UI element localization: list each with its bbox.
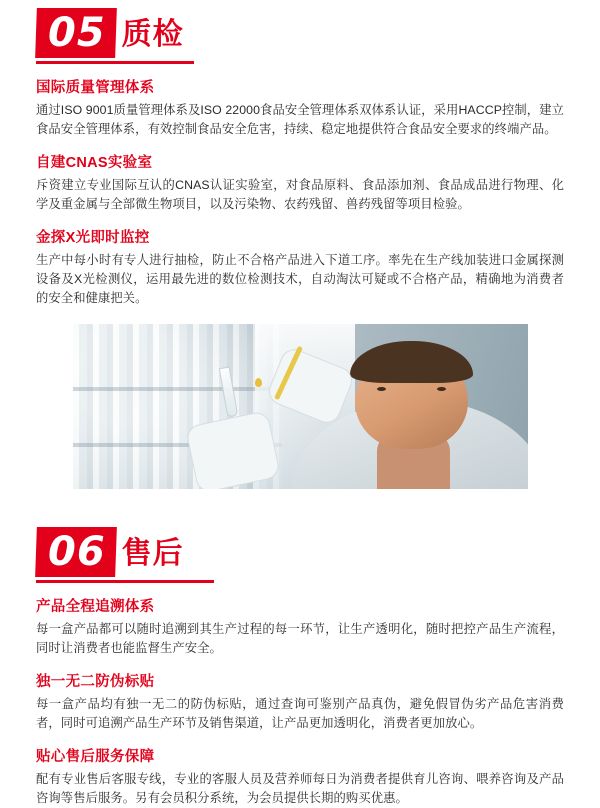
section-05-title: 质检 — [121, 17, 184, 52]
photo-shelf-line — [73, 387, 282, 391]
block-traceability-system — [36, 597, 564, 658]
block-body: 通过ISO 9001质量管理体系及ISO 22000食品安全管理体系双体系认证，采用HACCP控制，建立食品安全管理体系，有效控制食品安全危害，持续、稳定地提供符合食品安全要求的终端产品。 — [36, 103, 564, 136]
photo-liquid-drop — [255, 378, 262, 387]
section-05-number-badge — [35, 8, 116, 58]
section-06 — [36, 519, 564, 808]
block-body: 配有专业售后客服专线，专业的客服人员及营养师每日为消费者提供育儿咨询、喂养咨询及产品咨询等售后服务。另有会员积分系统，为会员提供长期的购买优惠。 — [36, 772, 564, 805]
section-05 — [36, 0, 564, 489]
section-06-number-badge — [35, 527, 116, 577]
block-xray-monitoring — [36, 228, 564, 308]
section-05-header — [36, 0, 564, 58]
block-title: 国际质量管理体系 — [36, 80, 155, 96]
block-body: 生产中每小时有专人进行抽检，防止不合格产品进入下道工序。率先在生产线加装进口金属探测设备及X光检测仪，运用最先进的数位检测技术，自动淘汰可疑或不合格产品，精确地为消费者的安全和健康把关。 — [36, 253, 564, 305]
block-body: 每一盒产品均有独一无二的防伪标贴，通过查询可鉴别产品真伪，避免假冒伪劣产品危害消费者，同时可追溯产品生产环节及销售渠道，让产品更加透明化，消费者更加放心。 — [36, 697, 564, 730]
section-06-underline — [36, 580, 214, 583]
section-06-header — [36, 519, 564, 577]
block-title: 金探X光即时监控 — [36, 230, 150, 246]
block-title: 独一无二防伪标贴 — [36, 674, 155, 690]
section-05-underline — [36, 61, 194, 64]
section-05-number: 05 — [48, 10, 106, 56]
section-05-photo-wrap — [36, 324, 564, 489]
block-title: 自建CNAS实验室 — [36, 155, 153, 171]
block-body: 斥资建立专业国际互认的CNAS认证实验室，对食品原料、食品添加剂、食品成品进行物理、化学及重金属与全部微生物项目，以及污染物、农药残留、兽药残留等项目检验。 — [36, 178, 564, 211]
section-06-title: 售后 — [121, 536, 184, 571]
photo-eye — [377, 387, 386, 391]
lab-technician-pipetting-photo — [73, 324, 528, 489]
block-international-quality-system — [36, 78, 564, 139]
photo-eye — [437, 387, 446, 391]
block-after-sales-service — [36, 747, 564, 808]
section-06-number: 06 — [48, 529, 106, 575]
block-anti-counterfeit-label — [36, 672, 564, 733]
block-title: 产品全程追溯体系 — [36, 599, 155, 615]
block-cnas-lab — [36, 153, 564, 214]
block-title: 贴心售后服务保障 — [36, 749, 155, 765]
block-body: 每一盒产品都可以随时追溯到其生产过程的每一环节，让生产透明化，随时把控产品生产流程，同时让消费者也能监督生产安全。 — [36, 622, 564, 655]
